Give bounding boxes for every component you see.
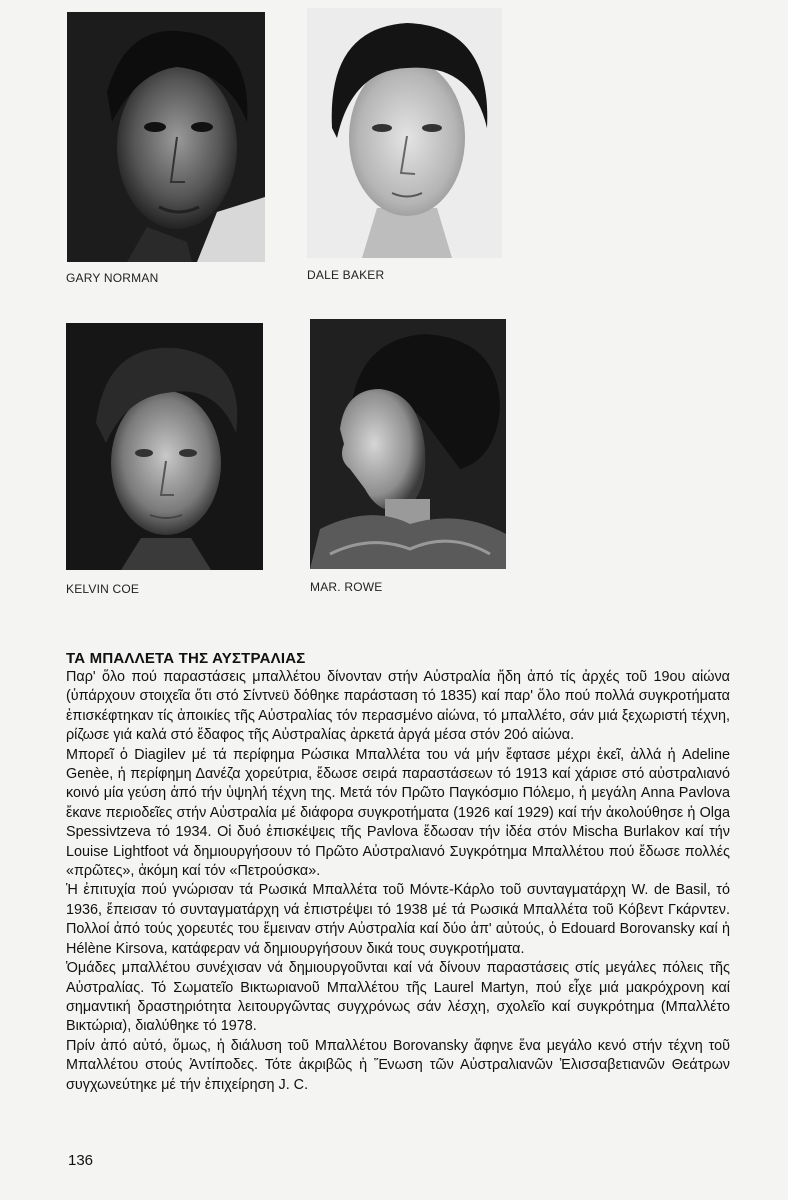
- photo-caption: KELVIN COE: [66, 582, 140, 596]
- article-heading: ΤΑ ΜΠΑΛΛΕΤΑ ΤΗΣ ΑΥΣΤΡΑΛΙΑΣ: [66, 650, 306, 667]
- portrait-photo-kelvin-coe: [66, 323, 263, 570]
- article-paragraph: Παρ' ὅλο πού παραστάσεις μπαλλέτου δίνονταν στήν Αὐστραλία ἤδη ἀπό τίς ἀρχές τοῦ 19ου αἰώνα (ὑπάρχουν στοιχεῖα ὅτι στό Σίντνεϋ δόθηκε παράσταση τό 1835) καί παρ' ὅλο πού πολλά συγκροτήματα ἐπισκέφτηκαν τίς ἀποικίες τῆς Αὐστραλίας τόν περασμένο αἰώνα, τό μπαλλέτο, σάν μιά ξεχωριστή τέχνη, ρίζωσε γιά καλά στό ἔδαφος τῆς Αὐστραλίας ἀρκετά ἀργά μέσα στόν 20ό αἰώνα.: [66, 669, 730, 744]
- portrait-photo-man-icon: [67, 12, 265, 262]
- article-paragraph: Μπορεῖ ὁ Diagilev μέ τά περίφημα Ρώσικα Μπαλλέτα του νά μήν ἔφτασε μέχρι ἐκεῖ, ἀλλά ἡ Adeline Genèe, ἡ περίφημη Δανέζα χορεύτρια, ἔδωσε σειρά παραστάσεων τό 1913 καί χάρισε στό αὐστραλιανό κοινό μία γεύση ἀπό τήν ὑψηλή τέχνη της. Μετά τόν Πρῶτο Παγκόσμιο Πόλεμο, ἡ μεγάλη Anna Pavlova ἔκανε περιοδεῖες στήν Αὐστραλία μέ διάφορα συγκροτήματα (1926 καί 1929) καί τήν ἀκολούθησε ἡ Olga Spessivtzeva τό 1934. Οἱ δυό ἐπισκέψεις τῆς Pavlova ἔδωσαν τήν ἰδέα στόν Mischa Burlakov καί τήν Louise Lightfoot νά δημιουργήσουν τό Πρῶτο Αὐστραλιανό Συγκρότημα Μπαλλέτου πού ἔδωσε πολλές «πρῶτες», ἀκόμη καί τόν «Πετρούσκα».: [66, 746, 730, 880]
- photo-caption: GARY NORMAN: [66, 271, 159, 285]
- portrait-photo-mar-rowe: [310, 319, 506, 569]
- article-paragraph: Πρίν ἀπό αὐτό, ὅμως, ἡ διάλυση τοῦ Μπαλλέτου Borovansky ἄφηνε ἕνα μεγάλο κενό στήν τέχνη τοῦ Μπαλλέτου στούς Ἀντίποδες. Τότε ἀκριβῶς ἡ Ἕνωση τῶν Αὐστραλιανῶν Ἐλισσαβετιανῶν Θεάτρων συγχωνεύτηκε μέ τήν ἐπιχείρηση J. C.: [66, 1037, 730, 1093]
- photo-caption: MAR. ROWE: [310, 580, 383, 594]
- page-number: 136: [68, 1152, 94, 1169]
- portrait-photo-woman-profile-icon: [310, 319, 506, 569]
- portrait-photo-gary-norman: [67, 12, 265, 262]
- portrait-photo-man-icon: [66, 323, 263, 570]
- photo-caption: DALE BAKER: [307, 268, 385, 282]
- article-body: [66, 668, 730, 1095]
- portrait-photo-man-icon: [307, 8, 502, 258]
- portrait-photo-dale-baker: [307, 8, 502, 258]
- article-paragraph: Ἡ ἐπιτυχία πού γνώρισαν τά Ρωσικά Μπαλλέτα τοῦ Μόντε-Κάρλο τοῦ συνταγματάρχη W. de Basil, τό 1936, ἔπεισαν τό συνταγματάρχη νά ἐπιστρέψει τό 1938 μέ τά Ρωσικά Μπαλλέτα τοῦ Κόβεντ Γκάρντεν. Πολλοί ἀπό τούς χορευτές του ἔμειναν στήν Αὐστραλία καί δύο ἀπ' αὐτούς, ὁ Edouard Borovansky καί ἡ Hélène Kirsova, κατάφεραν νά δημιουργήσουν δικά τους συγκροτήματα.: [66, 882, 730, 957]
- article-paragraph: Ὁμάδες μπαλλέτου συνέχισαν νά δημιουργοῦνται καί νά δίνουν παραστάσεις στίς μεγάλες πόλεις τῆς Αὐστραλίας. Τό Σωματεῖο Βικτωριανοῦ Μπαλλέτου τῆς Laurel Martyn, πού εἶχε μιά μακρόχρονη καί σημαντική δραστηριότητα λειτουργῶντας συγχρόνως σάν λέσχη, σχολεῖο καί συγκρότημα (Μπαλλέτο Βικτώρια), διαλύθηκε τό 1978.: [66, 960, 730, 1035]
